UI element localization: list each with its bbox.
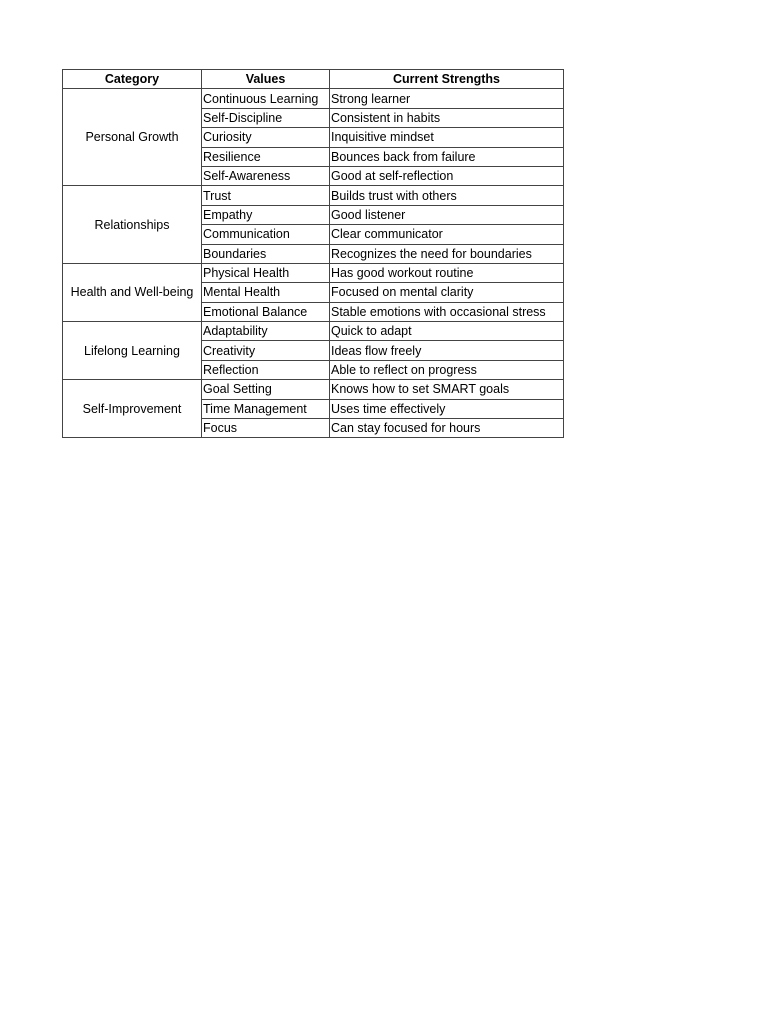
value-cell: Boundaries	[202, 244, 330, 263]
strength-cell: Able to reflect on progress	[330, 360, 564, 379]
value-cell: Trust	[202, 186, 330, 205]
value-cell: Continuous Learning	[202, 89, 330, 108]
strength-cell: Focused on mental clarity	[330, 283, 564, 302]
value-cell: Resilience	[202, 147, 330, 166]
strength-cell: Knows how to set SMART goals	[330, 380, 564, 399]
header-values: Values	[202, 70, 330, 89]
category-cell: Health and Well-being	[63, 263, 202, 321]
value-cell: Adaptability	[202, 322, 330, 341]
value-cell: Physical Health	[202, 263, 330, 282]
strength-cell: Uses time effectively	[330, 399, 564, 418]
strength-cell: Has good workout routine	[330, 263, 564, 282]
table-row	[63, 263, 564, 282]
table-body	[63, 89, 564, 438]
strength-cell: Stable emotions with occasional stress	[330, 302, 564, 321]
strength-cell: Good at self-reflection	[330, 166, 564, 185]
values-strengths-table	[62, 69, 564, 438]
header-row	[63, 70, 564, 89]
table-row	[63, 89, 564, 108]
value-cell: Creativity	[202, 341, 330, 360]
table-row	[63, 380, 564, 399]
strength-cell: Consistent in habits	[330, 108, 564, 127]
value-cell: Emotional Balance	[202, 302, 330, 321]
category-cell: Self-Improvement	[63, 380, 202, 438]
value-cell: Communication	[202, 225, 330, 244]
value-cell: Reflection	[202, 360, 330, 379]
strength-cell: Quick to adapt	[330, 322, 564, 341]
table-row	[63, 186, 564, 205]
strength-cell: Can stay focused for hours	[330, 419, 564, 438]
category-cell: Personal Growth	[63, 89, 202, 186]
strength-cell: Inquisitive mindset	[330, 128, 564, 147]
strength-cell: Clear communicator	[330, 225, 564, 244]
strength-cell: Strong learner	[330, 89, 564, 108]
value-cell: Mental Health	[202, 283, 330, 302]
strength-cell: Good listener	[330, 205, 564, 224]
category-cell: Lifelong Learning	[63, 322, 202, 380]
header-current-strengths: Current Strengths	[330, 70, 564, 89]
strength-cell: Builds trust with others	[330, 186, 564, 205]
strength-cell: Bounces back from failure	[330, 147, 564, 166]
table-row	[63, 322, 564, 341]
strength-cell: Ideas flow freely	[330, 341, 564, 360]
category-cell: Relationships	[63, 186, 202, 264]
value-cell: Self-Awareness	[202, 166, 330, 185]
value-cell: Curiosity	[202, 128, 330, 147]
header-category: Category	[63, 70, 202, 89]
value-cell: Empathy	[202, 205, 330, 224]
value-cell: Time Management	[202, 399, 330, 418]
value-cell: Goal Setting	[202, 380, 330, 399]
value-cell: Self-Discipline	[202, 108, 330, 127]
value-cell: Focus	[202, 419, 330, 438]
strength-cell: Recognizes the need for boundaries	[330, 244, 564, 263]
